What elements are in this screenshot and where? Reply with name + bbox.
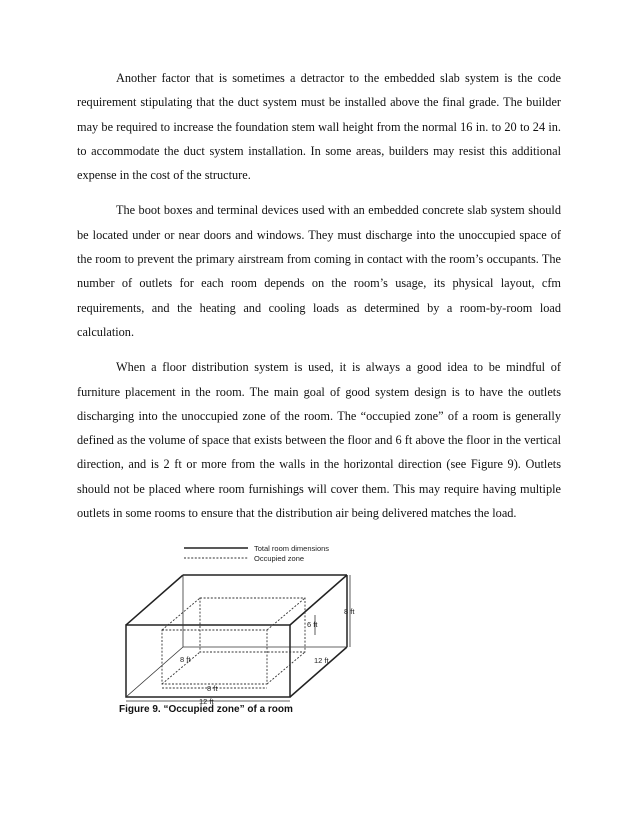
height-occupied-label: 6 ft xyxy=(307,620,318,629)
figure-caption: Figure 9. “Occupied zone” of a room xyxy=(119,704,293,715)
legend-dashed-label: Occupied zone xyxy=(254,554,305,563)
paragraph-duct-grade: Another factor that is sometimes a detractor to the embedded slab system is the code requirement stipulating that the duct system must be installed above the final grade. The builder may be required to increase the foundation stem wall height from the normal 16 in. to 20 to 24 in. to accommodate the duct system installation. In some areas, builders may resist this additional expense in the cost of the structure. xyxy=(77,71,561,183)
body-text xyxy=(77,66,561,536)
width-total-label: 12 ft xyxy=(199,697,214,706)
depth-occupied-label: 8 ft xyxy=(180,655,191,664)
height-total-label: 8 ft xyxy=(344,607,355,616)
room-box xyxy=(126,575,347,697)
width-occupied-label: 8 ft xyxy=(207,684,218,693)
depth-total-label: 12 ft xyxy=(314,656,329,665)
dimension-lines xyxy=(126,575,350,701)
paragraph-boot-boxes: The boot boxes and terminal devices used with an embedded concrete slab system should be located under or near doors and windows. They must discharge into the unoccupied space of the room to prevent the primary airstream from coming in contact with the room’s occupants. The number of outlets for each room depends on the room’s usage, its physical layout, cfm requirements, and the heating and cooling loads as determined by a room-by-room load calculation. xyxy=(77,203,561,339)
legend-solid-label: Total room dimensions xyxy=(254,544,330,553)
occupied-zone-diagram xyxy=(112,538,372,728)
paragraph-floor-distribution: When a floor distribution system is used, it is always a good idea to be mindful of furniture placement in the room. The main goal of good system design is to have the outlets discharging into the unoccupied zone of the room. The “occupied zone” of a room is generally defined as the volume of space that exists between the floor and 6 ft above the floor in the vertical direction, and is 2 ft or more from the walls in the horizontal direction (see Figure 9). Outlets should not be placed where room furnishings will cover them. This may require having multiple outlets in some rooms to ensure that the distribution air being delivered matches the load. xyxy=(77,360,561,521)
occupied-zone-box xyxy=(162,598,305,684)
figure-occupied-zone xyxy=(112,538,372,728)
